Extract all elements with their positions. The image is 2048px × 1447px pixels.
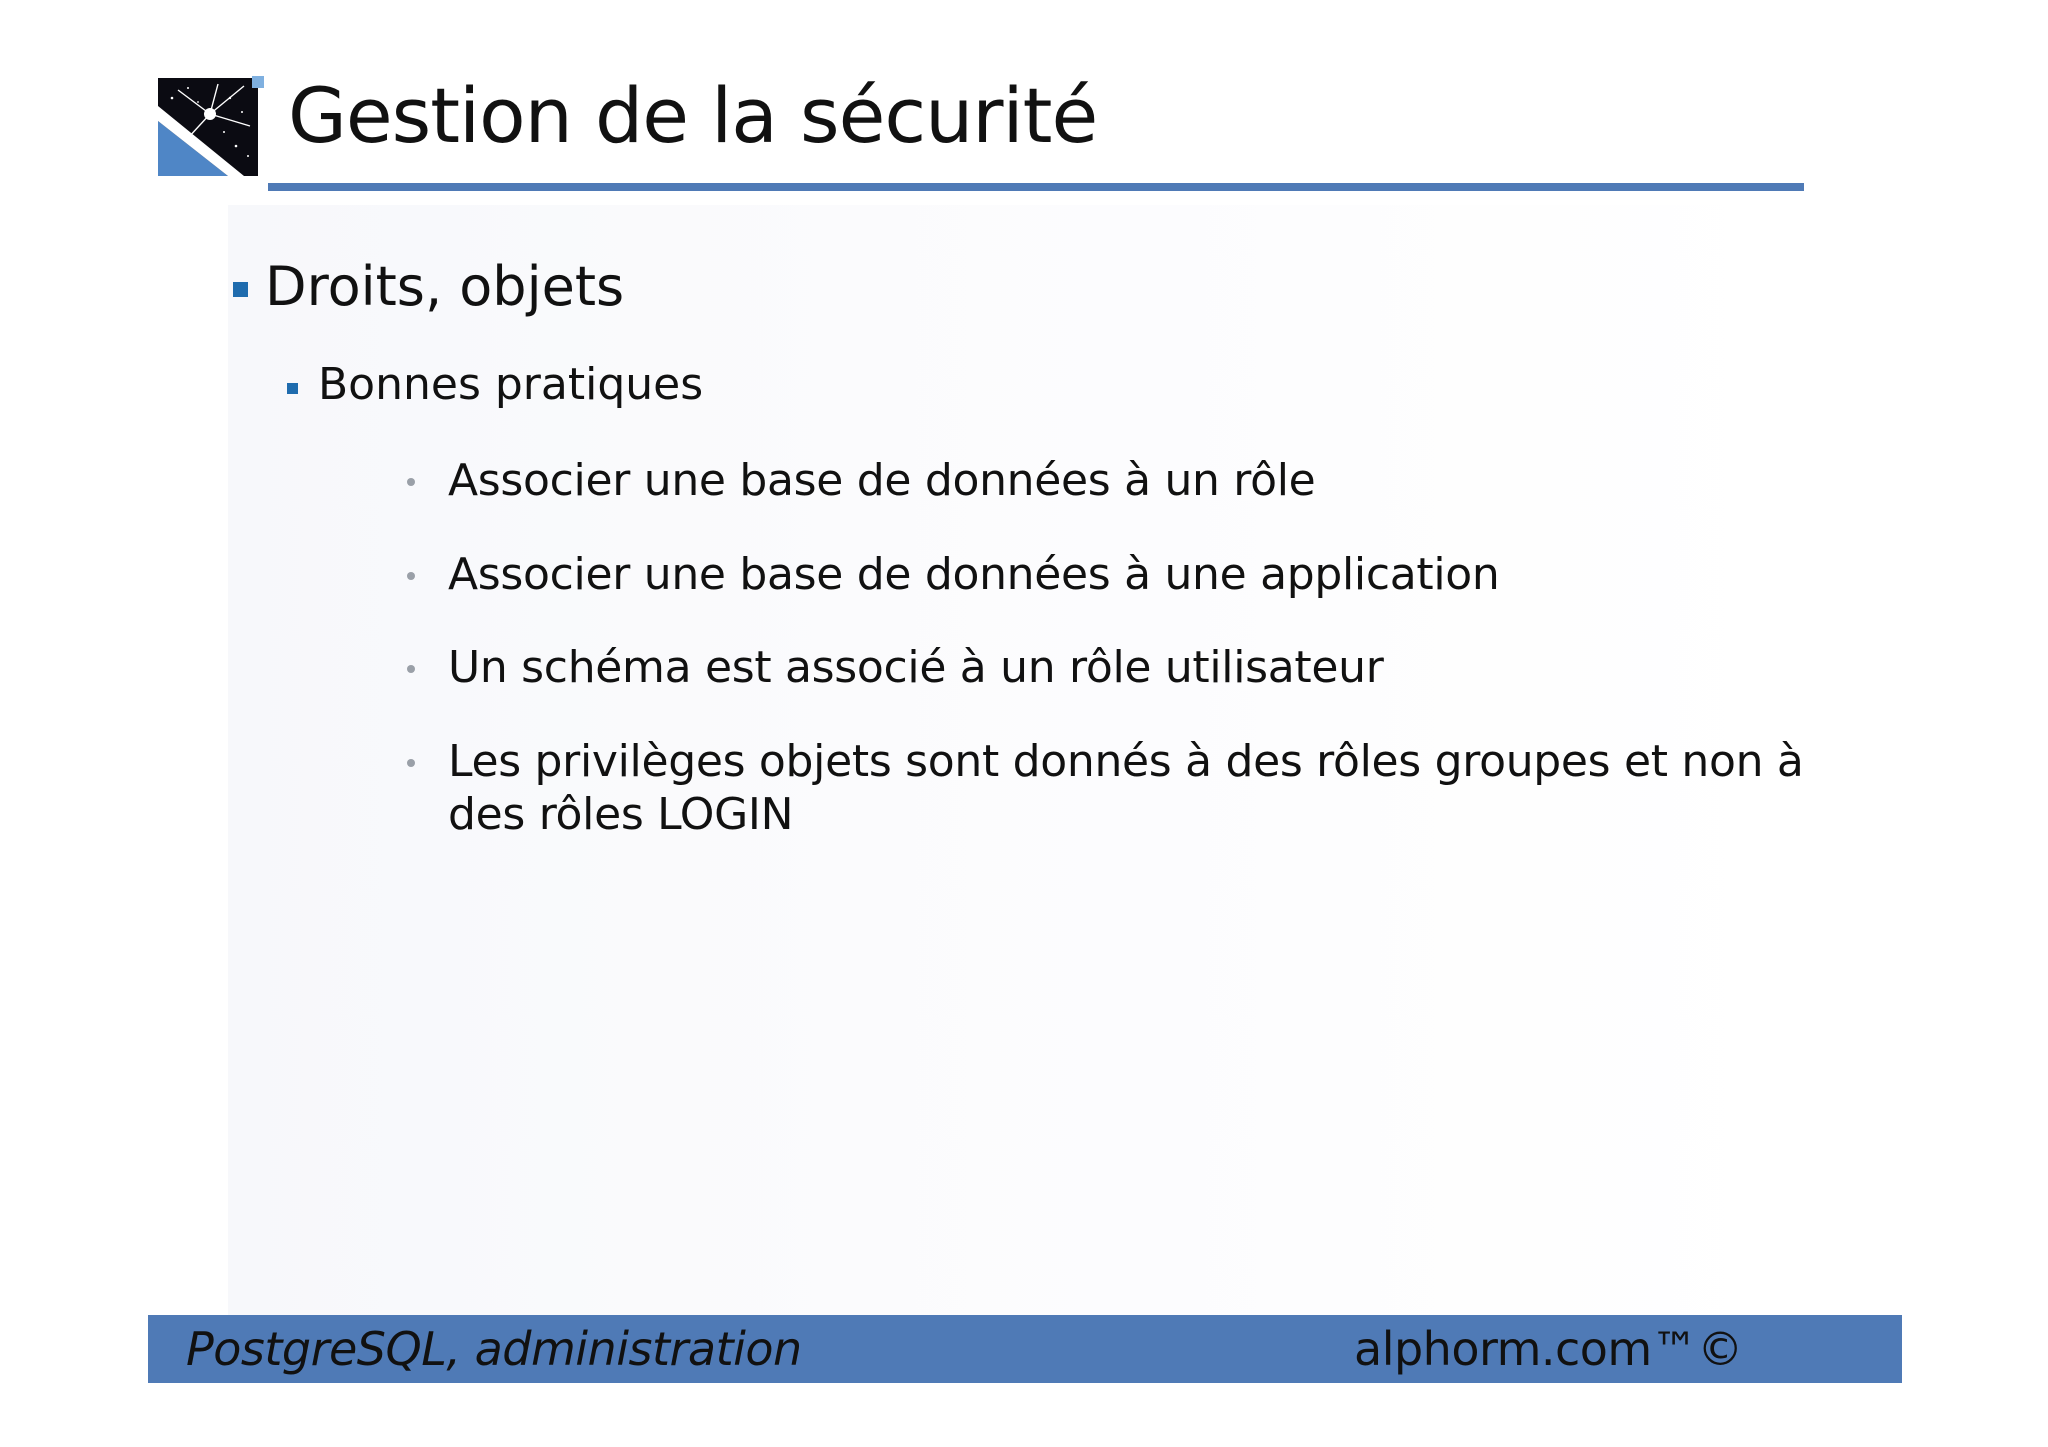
dot-bullet-icon (407, 478, 415, 486)
bullet-level1 (233, 256, 624, 318)
list-item-text: Associer une base de données à une application (448, 549, 1500, 600)
bullet-level2 (287, 360, 703, 411)
square-bullet-icon (233, 282, 248, 297)
page-title: Gestion de la sécurité (288, 71, 1098, 160)
footer-copyright: alphorm.com™© (1354, 1322, 1743, 1376)
square-bullet-icon (287, 383, 298, 394)
list-item-text: Un schéma est associé à un rôle utilisateur (448, 642, 1384, 693)
list-item (407, 641, 1807, 694)
dot-bullet-icon (407, 759, 415, 767)
footer-course-title: PostgreSQL, administration (186, 1322, 802, 1376)
starfield-logo-icon (158, 76, 264, 178)
list-item (407, 454, 1807, 507)
title-underline (268, 183, 1804, 191)
dot-bullet-icon (407, 572, 415, 580)
list-item (407, 548, 1807, 601)
list-item-text: Associer une base de données à un rôle (448, 455, 1316, 506)
bullet-level1-text: Droits, objets (265, 255, 625, 318)
list-item-text: Les privilèges objets sont donnés à des rôles groupes et non à des rôles LOGIN (448, 736, 1804, 840)
footer-bar (148, 1315, 1902, 1383)
dot-bullet-icon (407, 665, 415, 673)
bullet-level2-text: Bonnes pratiques (318, 359, 704, 410)
list-item (407, 735, 1807, 841)
